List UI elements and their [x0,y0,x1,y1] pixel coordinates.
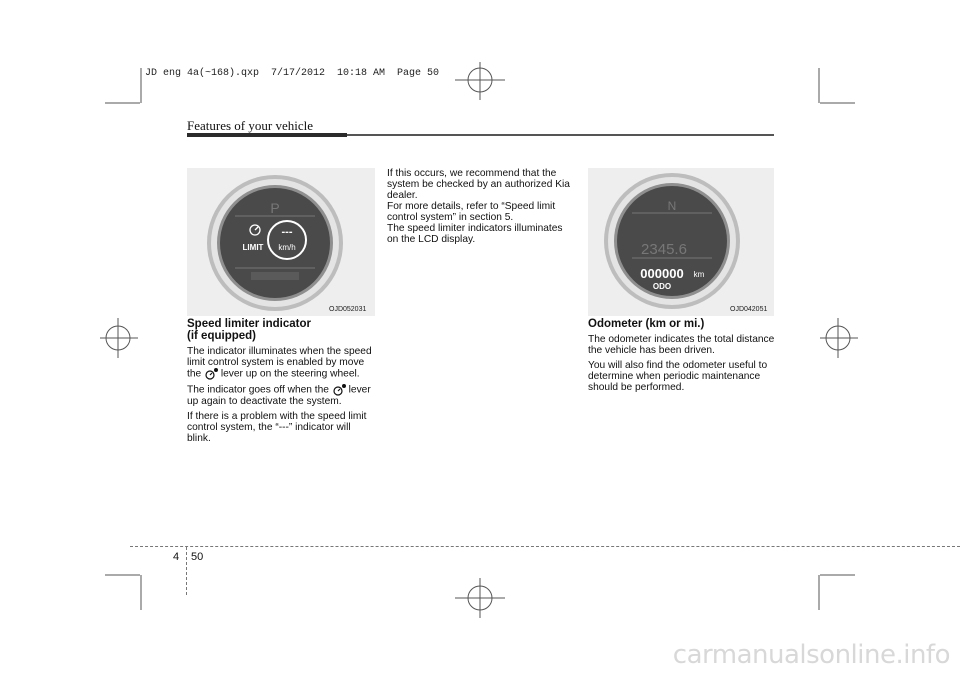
gauge-unit: km/h [278,243,296,252]
left-column [187,318,375,448]
odometer-value: 000000 [640,266,684,281]
speed-limiter-heading-line1: Speed limiter indicator [187,318,311,330]
paragraph: If this occurs, we recommend that the system be checked by an authorized Kia dealer. [387,168,570,201]
speed-limiter-figure [187,168,375,316]
text-span: The indicator illuminates when the speed limit control system is enabled by move the [187,346,372,380]
paragraph: You will also find the odometer useful to determine when periodic maintenance should be performed. [588,360,768,393]
paragraph: For more details, refer to “Speed limit control system” in section 5. [387,201,556,223]
speed-limiter-heading-line2: (if equipped) [187,330,256,342]
registration-target-right [820,318,858,358]
gauge-dashes: --- [281,226,293,238]
header-rule-dark [187,133,347,137]
paragraph: The odometer indicates the total distance the vehicle has been driven. [588,334,775,356]
right-column [588,318,776,397]
print-slug: JD eng 4a(~168).qxp 7/17/2012 10:18 AM Page 50 [145,68,440,79]
page-number: 50 [191,551,204,563]
odometer-gauge [588,168,774,316]
text-span: lever up again to deactivate the system. [187,384,371,407]
figure-caption-left: OJD052031 [329,306,367,313]
gauge-limit-label: LIMIT [242,243,264,252]
registration-target-left [100,318,138,358]
footer-dashed-divider [186,547,187,595]
speed-limiter-lever-icon [332,384,346,396]
paragraph [187,346,375,380]
registration-target-top [455,62,505,100]
gauge-top-letter: P [270,200,280,216]
odometer-heading: Odometer (km or mi.) [588,318,705,330]
speed-limiter-gauge [187,168,375,316]
paragraph: The speed limiter indicators illuminates on the LCD display. [387,223,563,245]
registration-target-bottom [455,578,505,618]
speed-limiter-lever-icon [204,368,218,380]
figure-caption-right: OJD042051 [730,306,768,313]
paragraph: If there is a problem with the speed limit control system, the “---” indicator will blink. [187,411,367,444]
lcd-value: 2345.6 [641,241,687,258]
chapter-number: 4 [173,551,180,563]
svg-text:N: N [667,199,677,213]
middle-column [387,168,575,245]
text-span: lever up on the steering wheel. [220,368,360,380]
header-rule [347,134,774,136]
text-span: The indicator goes off when the [187,384,329,396]
odometer-unit: km [693,270,705,279]
section-title: Features of your vehicle [187,118,313,133]
speed-limiter-heading [187,318,375,342]
watermark: carmanualsonline.info [672,640,950,670]
paragraph [187,384,375,407]
odometer-label: ODO [652,282,672,291]
odometer-figure [588,168,774,316]
footer-dashed-rule [130,546,960,547]
